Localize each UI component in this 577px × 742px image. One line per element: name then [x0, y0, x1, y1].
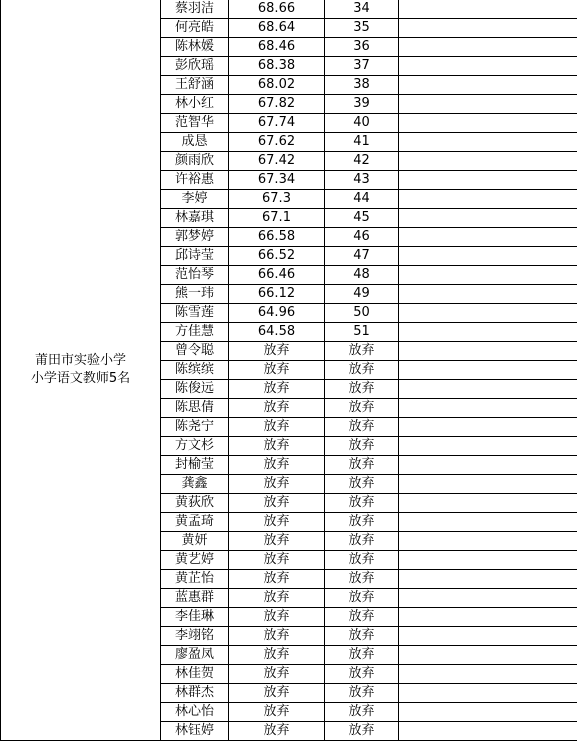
empty-cell[interactable] [399, 513, 577, 532]
empty-cell[interactable] [399, 19, 577, 38]
score-cell[interactable]: 放弃 [229, 646, 325, 665]
name-cell[interactable]: 方佳慧 [161, 323, 229, 342]
score-cell[interactable]: 放弃 [229, 665, 325, 684]
name-cell[interactable]: 林嘉琪 [161, 209, 229, 228]
score-cell[interactable]: 68.38 [229, 57, 325, 76]
empty-cell[interactable] [399, 133, 577, 152]
name-cell[interactable]: 李翊铭 [161, 627, 229, 646]
rank-cell[interactable]: 39 [325, 95, 399, 114]
score-cell[interactable]: 67.74 [229, 114, 325, 133]
score-cell[interactable]: 放弃 [229, 475, 325, 494]
score-cell[interactable]: 放弃 [229, 608, 325, 627]
name-cell[interactable]: 黄妍 [161, 532, 229, 551]
score-cell[interactable]: 放弃 [229, 589, 325, 608]
score-cell[interactable]: 64.96 [229, 304, 325, 323]
empty-cell[interactable] [399, 266, 577, 285]
rank-cell[interactable]: 放弃 [325, 513, 399, 532]
rank-cell[interactable]: 放弃 [325, 551, 399, 570]
name-cell[interactable]: 蔡羽洁 [161, 0, 229, 19]
score-cell[interactable]: 放弃 [229, 551, 325, 570]
score-cell[interactable]: 放弃 [229, 532, 325, 551]
name-cell[interactable]: 黄芷怡 [161, 570, 229, 589]
rank-cell[interactable]: 放弃 [325, 494, 399, 513]
empty-cell[interactable] [399, 627, 577, 646]
rank-cell[interactable]: 47 [325, 247, 399, 266]
empty-cell[interactable] [399, 551, 577, 570]
table-row[interactable] [1, 0, 577, 19]
rank-cell[interactable]: 放弃 [325, 646, 399, 665]
rank-cell[interactable]: 43 [325, 171, 399, 190]
score-cell[interactable]: 64.58 [229, 323, 325, 342]
position-cell[interactable] [1, 0, 161, 741]
name-cell[interactable]: 成恳 [161, 133, 229, 152]
rank-cell[interactable]: 38 [325, 76, 399, 95]
score-cell[interactable]: 68.46 [229, 38, 325, 57]
empty-cell[interactable] [399, 190, 577, 209]
rank-cell[interactable]: 35 [325, 19, 399, 38]
empty-cell[interactable] [399, 703, 577, 722]
score-cell[interactable]: 放弃 [229, 684, 325, 703]
name-cell[interactable]: 龚鑫 [161, 475, 229, 494]
rank-cell[interactable]: 46 [325, 228, 399, 247]
rank-cell[interactable]: 放弃 [325, 361, 399, 380]
empty-cell[interactable] [399, 475, 577, 494]
score-cell[interactable]: 放弃 [229, 380, 325, 399]
score-cell[interactable]: 放弃 [229, 418, 325, 437]
name-cell[interactable]: 范怡琴 [161, 266, 229, 285]
empty-cell[interactable] [399, 247, 577, 266]
rank-cell[interactable]: 42 [325, 152, 399, 171]
rank-cell[interactable]: 放弃 [325, 456, 399, 475]
name-cell[interactable]: 李佳琳 [161, 608, 229, 627]
name-cell[interactable]: 封榆莹 [161, 456, 229, 475]
rank-cell[interactable]: 放弃 [325, 418, 399, 437]
name-cell[interactable]: 王舒涵 [161, 76, 229, 95]
name-cell[interactable]: 林群杰 [161, 684, 229, 703]
name-cell[interactable]: 陈思倩 [161, 399, 229, 418]
empty-cell[interactable] [399, 209, 577, 228]
rank-cell[interactable]: 51 [325, 323, 399, 342]
empty-cell[interactable] [399, 570, 577, 589]
name-cell[interactable]: 邱诗莹 [161, 247, 229, 266]
score-cell[interactable]: 放弃 [229, 456, 325, 475]
rank-cell[interactable]: 49 [325, 285, 399, 304]
empty-cell[interactable] [399, 95, 577, 114]
empty-cell[interactable] [399, 684, 577, 703]
name-cell[interactable]: 李婷 [161, 190, 229, 209]
score-cell[interactable]: 68.64 [229, 19, 325, 38]
name-cell[interactable]: 廖盈凤 [161, 646, 229, 665]
score-cell[interactable]: 66.12 [229, 285, 325, 304]
empty-cell[interactable] [399, 646, 577, 665]
score-cell[interactable]: 68.66 [229, 0, 325, 19]
score-cell[interactable]: 67.34 [229, 171, 325, 190]
school-name: 莆田市实验小学 [34, 353, 126, 368]
name-cell[interactable]: 颜雨欣 [161, 152, 229, 171]
empty-cell[interactable] [399, 323, 577, 342]
name-cell[interactable]: 陈俊远 [161, 380, 229, 399]
score-cell[interactable]: 放弃 [229, 513, 325, 532]
score-cell[interactable]: 66.52 [229, 247, 325, 266]
rank-cell[interactable]: 放弃 [325, 342, 399, 361]
rank-cell[interactable]: 37 [325, 57, 399, 76]
score-cell[interactable]: 68.02 [229, 76, 325, 95]
empty-cell[interactable] [399, 57, 577, 76]
empty-cell[interactable] [399, 589, 577, 608]
name-cell[interactable]: 陈缤缤 [161, 361, 229, 380]
name-cell[interactable]: 彭欣瑶 [161, 57, 229, 76]
score-cell[interactable]: 67.62 [229, 133, 325, 152]
score-cell[interactable]: 67.3 [229, 190, 325, 209]
score-cell[interactable]: 放弃 [229, 722, 325, 741]
score-cell[interactable]: 67.42 [229, 152, 325, 171]
rank-cell[interactable]: 放弃 [325, 684, 399, 703]
rank-cell[interactable]: 44 [325, 190, 399, 209]
empty-cell[interactable] [399, 665, 577, 684]
score-cell[interactable]: 放弃 [229, 399, 325, 418]
results-table-body [1, 0, 577, 741]
rank-cell[interactable]: 放弃 [325, 703, 399, 722]
rank-cell[interactable]: 放弃 [325, 532, 399, 551]
rank-cell[interactable]: 50 [325, 304, 399, 323]
score-cell[interactable]: 67.82 [229, 95, 325, 114]
name-cell[interactable]: 方文杉 [161, 437, 229, 456]
name-cell[interactable]: 陈林媛 [161, 38, 229, 57]
name-cell[interactable]: 陈雪莲 [161, 304, 229, 323]
rank-cell[interactable]: 48 [325, 266, 399, 285]
score-cell[interactable]: 放弃 [229, 570, 325, 589]
empty-cell[interactable] [399, 76, 577, 95]
rank-cell[interactable]: 放弃 [325, 627, 399, 646]
empty-cell[interactable] [399, 722, 577, 741]
empty-cell[interactable] [399, 608, 577, 627]
rank-cell[interactable]: 放弃 [325, 608, 399, 627]
name-cell[interactable]: 林心怡 [161, 703, 229, 722]
name-cell[interactable]: 黄孟琦 [161, 513, 229, 532]
empty-cell[interactable] [399, 0, 577, 19]
rank-cell[interactable]: 放弃 [325, 380, 399, 399]
rank-cell[interactable]: 放弃 [325, 570, 399, 589]
empty-cell[interactable] [399, 228, 577, 247]
rank-cell[interactable]: 45 [325, 209, 399, 228]
rank-cell[interactable]: 放弃 [325, 722, 399, 741]
score-cell[interactable]: 放弃 [229, 627, 325, 646]
name-cell[interactable]: 黄荻欣 [161, 494, 229, 513]
name-cell[interactable]: 林钰婷 [161, 722, 229, 741]
rank-cell[interactable]: 36 [325, 38, 399, 57]
score-cell[interactable]: 放弃 [229, 494, 325, 513]
rank-cell[interactable]: 放弃 [325, 399, 399, 418]
name-cell[interactable]: 何亮皓 [161, 19, 229, 38]
rank-cell[interactable]: 34 [325, 0, 399, 19]
name-cell[interactable]: 林佳贺 [161, 665, 229, 684]
empty-cell[interactable] [399, 418, 577, 437]
empty-cell[interactable] [399, 494, 577, 513]
name-cell[interactable]: 蓝惠群 [161, 589, 229, 608]
empty-cell[interactable] [399, 171, 577, 190]
score-cell[interactable]: 放弃 [229, 437, 325, 456]
rank-cell[interactable]: 40 [325, 114, 399, 133]
empty-cell[interactable] [399, 38, 577, 57]
empty-cell[interactable] [399, 399, 577, 418]
name-cell[interactable]: 黄艺婷 [161, 551, 229, 570]
empty-cell[interactable] [399, 304, 577, 323]
name-cell[interactable]: 陈尧宁 [161, 418, 229, 437]
rank-cell[interactable]: 放弃 [325, 589, 399, 608]
rank-cell[interactable]: 放弃 [325, 475, 399, 494]
name-cell[interactable]: 范智华 [161, 114, 229, 133]
empty-cell[interactable] [399, 437, 577, 456]
empty-cell[interactable] [399, 285, 577, 304]
empty-cell[interactable] [399, 152, 577, 171]
position-name: 小学语文教师5名 [30, 371, 131, 386]
rank-cell[interactable]: 41 [325, 133, 399, 152]
name-cell[interactable]: 熊一玮 [161, 285, 229, 304]
empty-cell[interactable] [399, 114, 577, 133]
name-cell[interactable]: 许裕惠 [161, 171, 229, 190]
empty-cell[interactable] [399, 380, 577, 399]
score-cell[interactable]: 放弃 [229, 361, 325, 380]
name-cell[interactable]: 林小红 [161, 95, 229, 114]
empty-cell[interactable] [399, 532, 577, 551]
name-cell[interactable]: 郭梦婷 [161, 228, 229, 247]
score-cell[interactable]: 67.1 [229, 209, 325, 228]
score-cell[interactable]: 66.58 [229, 228, 325, 247]
score-cell[interactable]: 66.46 [229, 266, 325, 285]
rank-cell[interactable]: 放弃 [325, 437, 399, 456]
name-cell[interactable]: 曾令聪 [161, 342, 229, 361]
empty-cell[interactable] [399, 456, 577, 475]
empty-cell[interactable] [399, 361, 577, 380]
rank-cell[interactable]: 放弃 [325, 665, 399, 684]
empty-cell[interactable] [399, 342, 577, 361]
score-cell[interactable]: 放弃 [229, 703, 325, 722]
score-cell[interactable]: 放弃 [229, 342, 325, 361]
